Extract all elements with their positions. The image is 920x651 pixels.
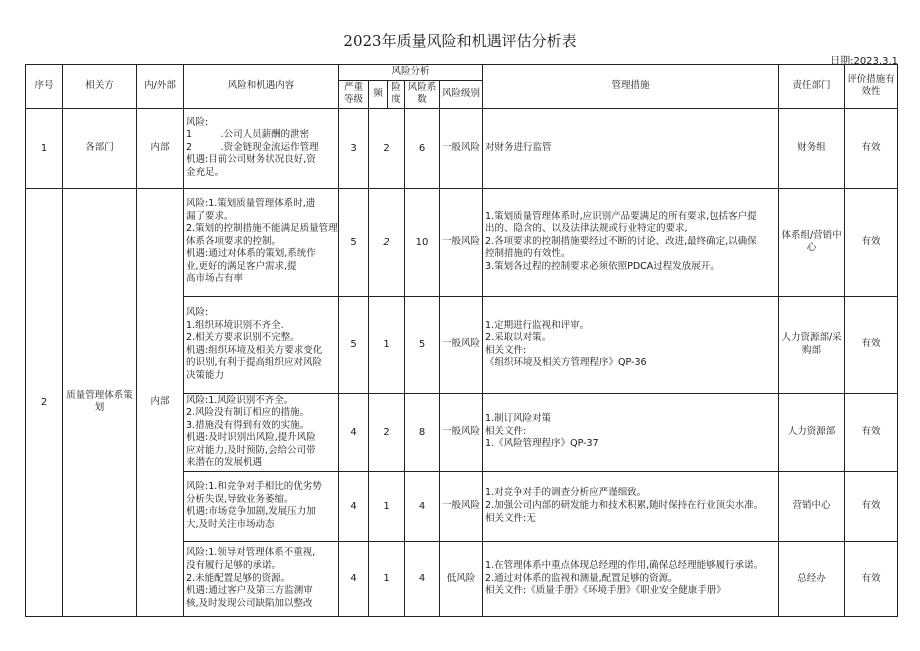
row-freq: 2 [369, 393, 405, 471]
row-level: 一般风险 [440, 393, 483, 471]
row-level: 一般风险 [440, 296, 483, 393]
header-content: 风险和机遇内容 [184, 65, 339, 109]
content-line: 来潜在的发展机遇 [186, 457, 263, 469]
measure-line: 1.在管理体系中重点体现总经理的作用,确保总经理能够履行承诺。 [485, 559, 764, 571]
row-measures [483, 471, 779, 541]
row-measures [483, 541, 779, 616]
measure-line: 相关文件:无 [485, 512, 536, 524]
measure-line: 相关文件: [485, 425, 527, 437]
content-line: 2 .资金链现金流运作管理 [186, 141, 319, 153]
measure-line: 1.制订风险对策 [485, 413, 552, 425]
content-line: 2.未能配置足够的资源。 [186, 572, 291, 584]
row-level: 一般风险 [440, 108, 483, 188]
content-line: 风险:1.策划质量管理体系时,遗 [186, 198, 316, 210]
row-content [184, 108, 339, 188]
content-line: 2.策划的控制措施不能满足质量管理 [186, 223, 338, 235]
content-line: 机遇:市场竞争加剧,发展压力加 [186, 506, 316, 518]
row-severity: 5 [339, 296, 369, 393]
row-severity: 5 [339, 188, 369, 296]
content-line: 机遇:通过客户及第三方监测审 [186, 585, 313, 597]
row-coef: 10 [405, 188, 440, 296]
row-level: 低风险 [440, 541, 483, 616]
measure-line: 相关文件:《质量手册》《环境手册》《职业安全健康手册》 [485, 585, 726, 597]
header-freq2: 险度 [388, 80, 405, 108]
row-freq: 1 [369, 471, 405, 541]
header-eval: 评价措施有效性 [845, 65, 898, 109]
row-content [184, 296, 339, 393]
measure-line: 1.《风险管理程序》QP-37 [485, 438, 599, 450]
row-measures [483, 188, 779, 296]
row-content [184, 188, 339, 296]
row-content [184, 541, 339, 616]
content-line: 机遇:及时识别出风险,提升风险 [186, 432, 316, 444]
measure-line: 出的、隐含的、以及法律法规或行业特定的要求, [485, 223, 688, 235]
document-date: 日期:2023.3.1 [830, 56, 898, 67]
row-dept: 营销中心 [779, 471, 845, 541]
row-inout: 内部 [137, 188, 184, 616]
content-line: 体系各项要求的控制。 [186, 235, 282, 247]
document-title: 2023年质量风险和机遇评估分析表 [343, 32, 577, 50]
risk-assessment-table [25, 64, 898, 617]
header-measures: 管理措施 [483, 65, 779, 109]
header-freq: 频 [369, 80, 388, 108]
measure-line: 1.对竞争对手的调查分析应严谨细致。 [485, 487, 647, 499]
header-row-1 [26, 65, 898, 81]
measure-line: 2.通过对体系的监视和测量,配置足够的资源。 [485, 572, 678, 584]
content-line: 机遇:组织环境及相关方要求变化 [186, 344, 323, 356]
content-line: 1 .公司人员薪酬的泄密 [186, 129, 310, 141]
content-line: 风险: [186, 307, 209, 318]
row-eval: 有效 [845, 296, 898, 393]
row-dept: 人力资源部/采购部 [779, 296, 845, 393]
row-eval: 有效 [845, 541, 898, 616]
content-line: 没有履行足够的承诺。 [186, 559, 282, 571]
content-line: 1.组织环境识别不齐全. [186, 319, 284, 331]
header-inout: 内/外部 [137, 65, 184, 109]
content-line: 2.风险没有制订相应的措施。 [186, 407, 310, 419]
row-severity: 4 [339, 393, 369, 471]
row-party: 质量管理体系策划 [63, 188, 137, 616]
row-eval: 有效 [845, 188, 898, 296]
content-line: 风险: [186, 116, 209, 128]
measure-line: 控制措施的有效性。 [485, 248, 571, 260]
row-content [184, 471, 339, 541]
content-line: 金充足。 [186, 166, 225, 178]
row-party: 各部门 [63, 108, 137, 188]
row-dept: 体系组/营销中心 [779, 188, 845, 296]
row-coef: 8 [405, 393, 440, 471]
row-dept: 总经办 [779, 541, 845, 616]
header-level: 风险级别 [440, 80, 483, 108]
measure-line: 相关文件: [485, 344, 527, 356]
row-coef: 6 [405, 108, 440, 188]
row-freq: 1 [369, 296, 405, 393]
row-severity: 4 [339, 541, 369, 616]
content-line: 机遇:目前公司财务状况良好,资 [186, 154, 316, 166]
content-line: 决策能力 [186, 369, 225, 381]
measure-line: 2.各项要求的控制措施要经过不断的讨论、改进,最终确定,以确保 [485, 235, 757, 247]
header-analysis: 风险分析 [339, 65, 483, 81]
row-coef: 4 [405, 471, 440, 541]
row-level: 一般风险 [440, 188, 483, 296]
row-measures [483, 108, 779, 188]
row-eval: 有效 [845, 471, 898, 541]
measure-line: 1.定期进行监视和评审。 [485, 319, 590, 331]
content-line: 风险:1.风险识别不齐全。 [186, 394, 294, 406]
content-line: 分析失误,导致业务萎缩。 [186, 493, 294, 505]
content-line: 应对能力,及时预防,会给公司带 [186, 444, 316, 456]
row-inout: 内部 [137, 108, 184, 188]
row-freq: 1 [369, 541, 405, 616]
row-freq: 2 [369, 188, 405, 296]
content-line: 大,及时关注市场动态 [186, 518, 275, 530]
content-line: 核,及时发现公司缺陷加以整改 [186, 597, 313, 609]
content-line: 风险:1.和竞争对手相比的优劣势 [186, 481, 322, 493]
header-party: 相关方 [63, 65, 137, 109]
row-eval: 有效 [845, 108, 898, 188]
content-line: 风险:1.领导对管理体系不重视, [186, 547, 316, 559]
row-severity: 3 [339, 108, 369, 188]
row-measures [483, 393, 779, 471]
content-line: 的识别,有利于提高组织应对风险 [186, 357, 323, 369]
measure-line: 1.策划质量管理体系时,应识别产品要满足的所有要求,包括客户提 [485, 210, 757, 222]
table-row [26, 108, 898, 188]
header-dept: 责任部门 [779, 65, 845, 109]
content-line: 2.相关方要求识别不完整。 [186, 332, 300, 344]
measure-line: 《组织环境及相关方管理程序》QP-36 [485, 357, 647, 369]
content-line: 机遇:通过对体系的策划,系统作 [186, 248, 316, 260]
header-coef: 风险系数 [405, 80, 440, 108]
measure-line: 2.采取以对策。 [485, 332, 552, 344]
row-seq: 1 [26, 108, 63, 188]
row-measures [483, 296, 779, 393]
content-line: 漏了要求。 [186, 210, 234, 222]
header-seq: 序号 [26, 65, 63, 109]
measure-line: 2.加强公司内部的研发能力和技术积累,随时保持在行业顶尖水准。 [485, 500, 764, 512]
row-level: 一般风险 [440, 471, 483, 541]
row-dept: 财务组 [779, 108, 845, 188]
row-dept: 人力资源部 [779, 393, 845, 471]
header-severity: 严重等级 [339, 80, 369, 108]
measure-line: 3.策划各过程的控制要求必须依照PDCA过程发放展开。 [485, 260, 720, 272]
content-line: 高市场占有率 [186, 273, 244, 285]
content-line: 3.措施没有得到有效的实施。 [186, 419, 310, 431]
row-seq: 2 [26, 188, 63, 616]
row-severity: 4 [339, 471, 369, 541]
row-content [184, 393, 339, 471]
row-eval: 有效 [845, 393, 898, 471]
content-line: 业,更好的满足客户需求,提 [186, 260, 297, 272]
measure-line: 对财务进行监管 [485, 141, 552, 153]
row-freq: 2 [369, 108, 405, 188]
row-coef: 5 [405, 296, 440, 393]
table-row [26, 188, 898, 296]
row-coef: 4 [405, 541, 440, 616]
